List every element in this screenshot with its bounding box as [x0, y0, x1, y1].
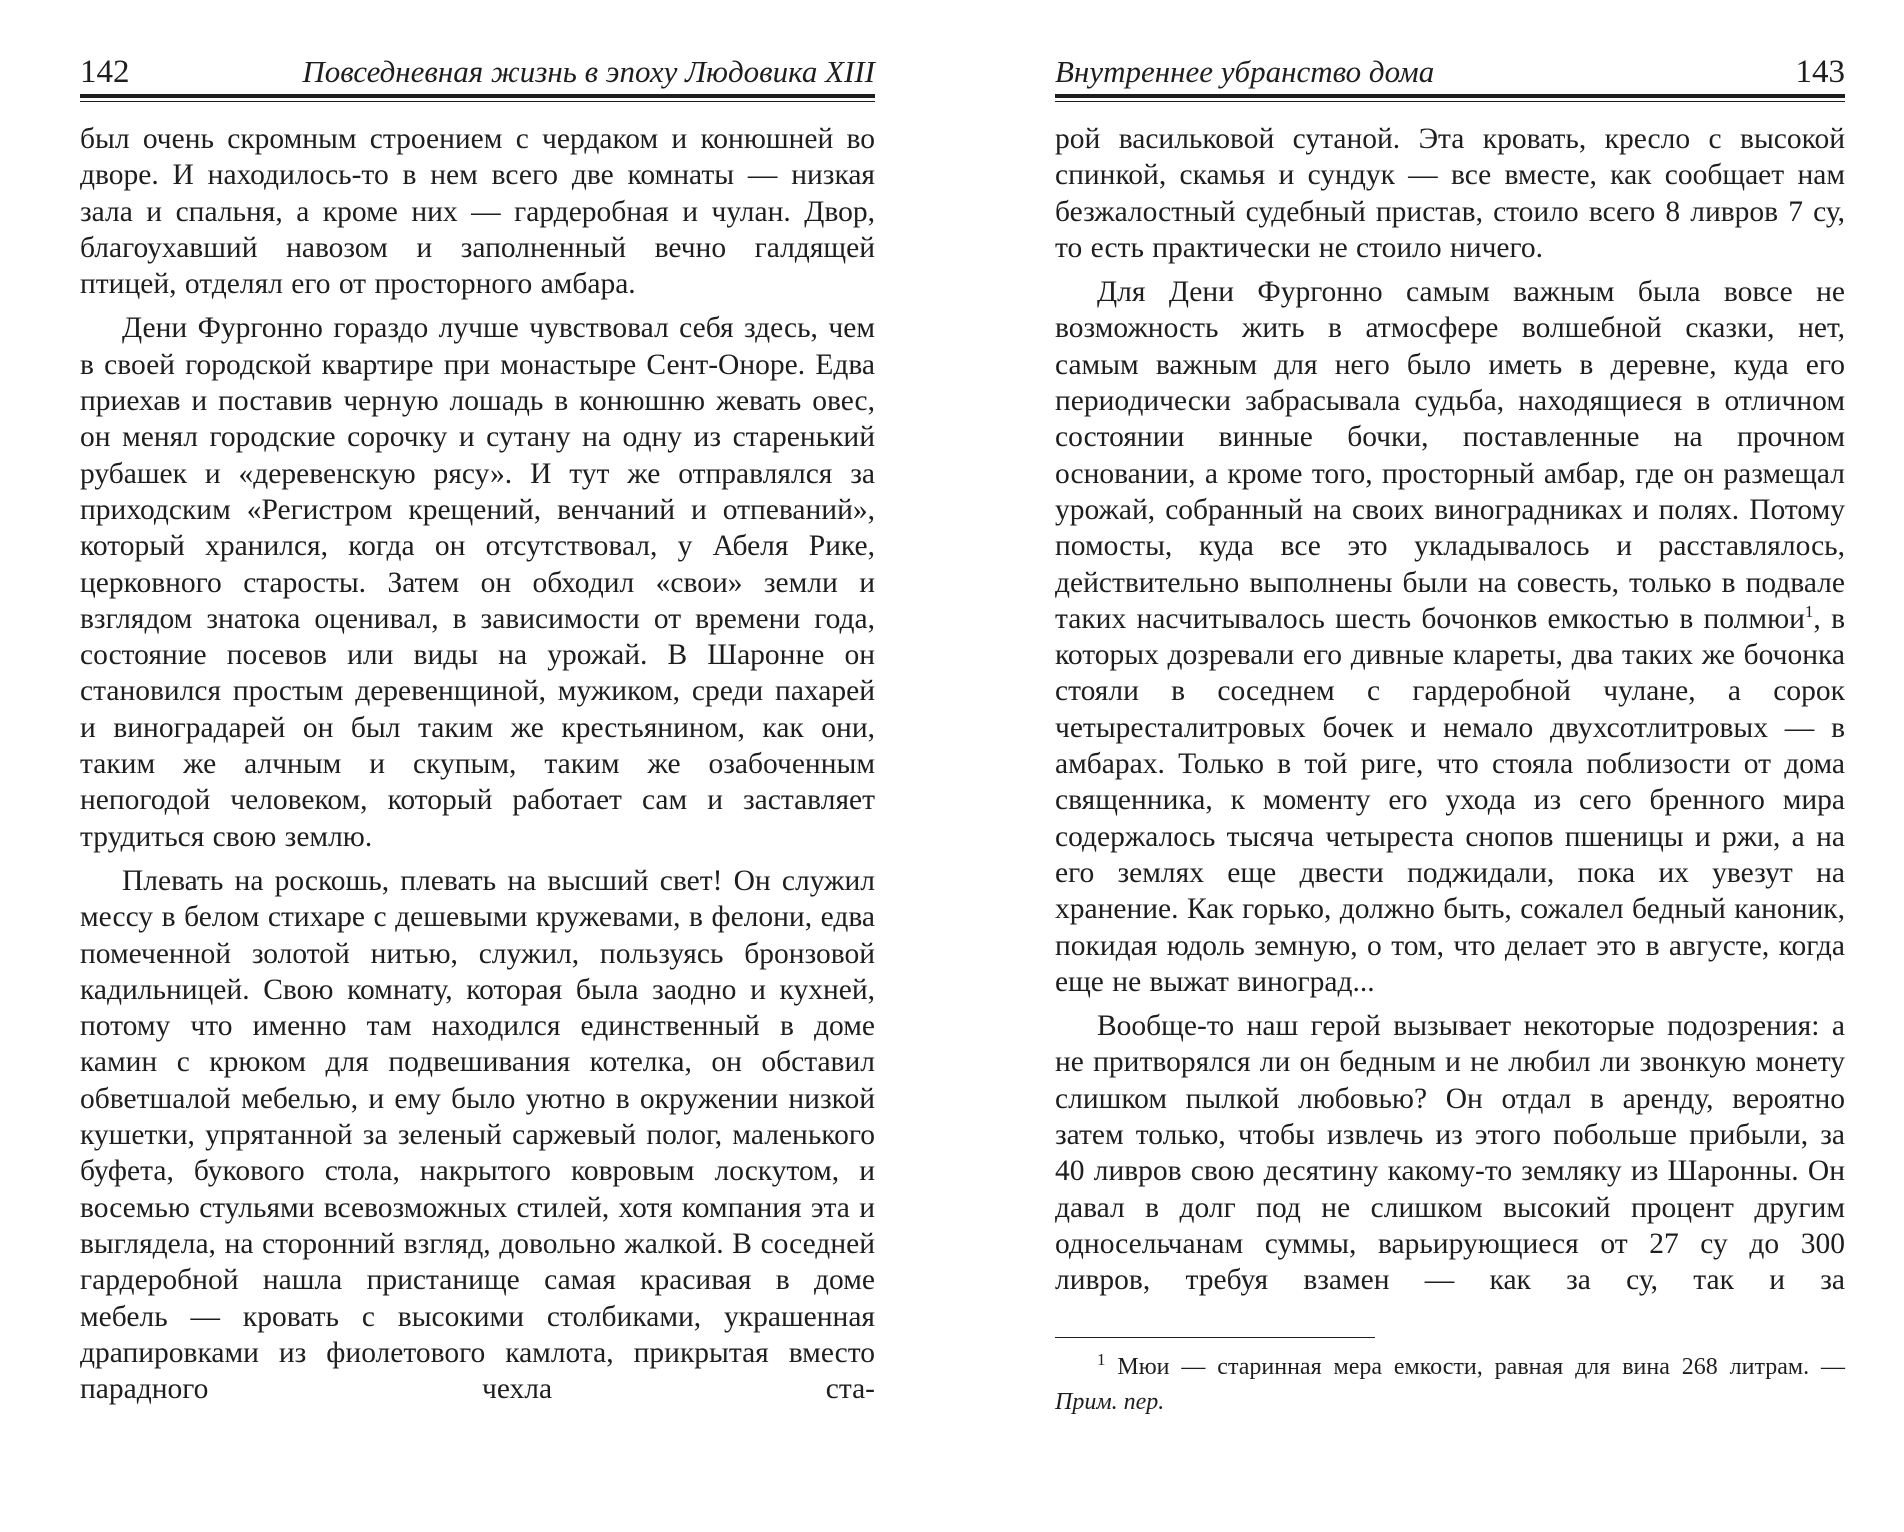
paragraph-text: Для Дени Фургонно самым важным была вовсе не возможность жить в атмосфере волшебной сказки, нет, самым важным для него было иметь в деревне, куда его периодически забрасывала судьба, находящиеся в отличном состоянии винные бочки, поставленные на прочном основании, а кроме того, просторный амбар, где он размещал урожай, собранный на своих виноградниках и полях. Потому помосты, куда все это укладывалось и расставлялось, действительно выполнены были на совесть, только в подвале таких насчитывалось шесть бочонков емкостью в полмюи	[1055, 276, 1845, 635]
left-page-header	[80, 50, 875, 94]
right-page-header	[1055, 50, 1845, 94]
paragraph: рой васильковой сутаной. Эта кровать, кресло с высокой спинкой, скамья и сундук — все вместе, как сообщает нам безжалостный судебный пристав, стоило всего 8 ливров 7 су, то есть практически не стоило ничего.	[1055, 123, 1845, 264]
right-page	[1055, 0, 1845, 1532]
footnote-text: Мюи — старинная мера емкости, равная для вина 268 литрам. —	[1117, 1354, 1846, 1380]
left-header-rule-thin	[80, 101, 875, 102]
right-header-rule-thin	[1055, 101, 1845, 102]
footnote	[1055, 1350, 1845, 1420]
footnote-attribution: Прим. пер.	[1055, 1389, 1165, 1415]
paragraph: Вообще-то наш герой вызывает некоторые подозрения: а не притворялся ли он бедным и не любил ли звонкую монету слишком пылкой любовью? Он отдал в аренду, вероятно затем только, чтобы извлечь из этого побольше прибыли, за 40 ливров свою десятину какому-то земляку из Шаронны. Он давал в долг под не слишком высокий процент другим односельчанам суммы, варьирующиеся от 27 су до 300 ливров, требуя взамен — как за су, так и за	[1055, 1010, 1845, 1297]
footnote-reference: 1	[1804, 602, 1814, 622]
left-page-body	[80, 121, 875, 1407]
right-running-title: Внутреннее убранство дома	[1055, 54, 1435, 89]
left-page-number: 142	[80, 54, 130, 90]
paragraph: Дени Фургонно гораздо лучше чувствовал себя здесь, чем в своей городской квартире при монастыре Сент-Оноре. Едва приехав и поставив черную лошадь в конюшню жевать овес, он менял городские сорочку и сутану на одну из старенький рубашек и «деревенскую рясу». И тут же отправлялся за приходским «Регистром крещений, венчаний и отпеваний», который хранился, когда он отсутствовал, у Абеля Рике, церковного старосты. Затем он обходил «свои» земли и взглядом знатока оценивал, в зависимости от времени года, состояние посевов или виды на урожай. В Шаронне он становился простым деревенщиной, мужиком, среди пахарей и виноградарей он был таким же крестьянином, как они, таким же алчным и скупым, таким же озабоченным непогодой человеком, который работает сам и заставляет трудиться свою землю.	[80, 312, 875, 853]
right-page-body	[1055, 121, 1845, 1299]
paragraph	[1055, 274, 1845, 1000]
left-header-rule	[80, 94, 875, 98]
right-page-number: 143	[1795, 54, 1845, 90]
right-header-rule	[1055, 94, 1845, 98]
footnote-rule	[1055, 1337, 1375, 1338]
footnote-marker: 1	[1097, 1350, 1106, 1369]
paragraph-text: , в которых дозревали его дивные клареты, два таких же бочонка стояли в соседнем с гардеробной чулане, а сорок четыресталитровых бочек и немало двухсотлитровых — в амбарах. Только в той риге, что стояла поблизости от дома священника, к моменту его ухода из сего бренного мира содержалось тысяча четыреста снопов пшеницы и ржи, а на его землях еще двести поджидали, пока их увезут на хранение. Как горько, должно быть, сожалел бедный каноник, покидая юдоль земную, о том, что делает это в августе, когда еще не выжат виноград...	[1055, 602, 1845, 998]
left-running-title: Повседневная жизнь в эпоху Людовика XIII	[302, 54, 875, 89]
paragraph: Плевать на роскошь, плевать на высший свет! Он служил мессу в белом стихаре с дешевыми кружевами, в фелони, едва помеченной золотой нитью, служил, пользуясь бронзовой кадильницей. Свою комнату, которая была заодно и кухней, потому что именно там находился единственный в доме камин с крюком для подвешивания котелка, он обставил обветшалой мебелью, и ему было уютно в окружении низкой кушетки, упрятанной за зеленый саржевый полог, маленького буфета, букового стола, накрытого ковровым лоскутом, и восемью стульями всевозможных стилей, хотя компания эта и выглядела, на сторонний взгляд, довольно жалкой. В соседней гардеробной нашла пристанище самая красивая в доме мебель — кровать с высокими столбиками, украшенная драпировками из фиолетового камлота, прикрытая вместо парадного чехла ста-	[80, 864, 875, 1406]
paragraph: был очень скромным строением с чердаком и конюшней во дворе. И находилось-то в нем всего две комнаты — низкая зала и спальня, а кроме них — гардеробная и чулан. Двор, благоухавший навозом и заполненный вечно галдящей птицей, отделял его от просторного амбара.	[80, 123, 875, 301]
left-page	[80, 0, 875, 1532]
